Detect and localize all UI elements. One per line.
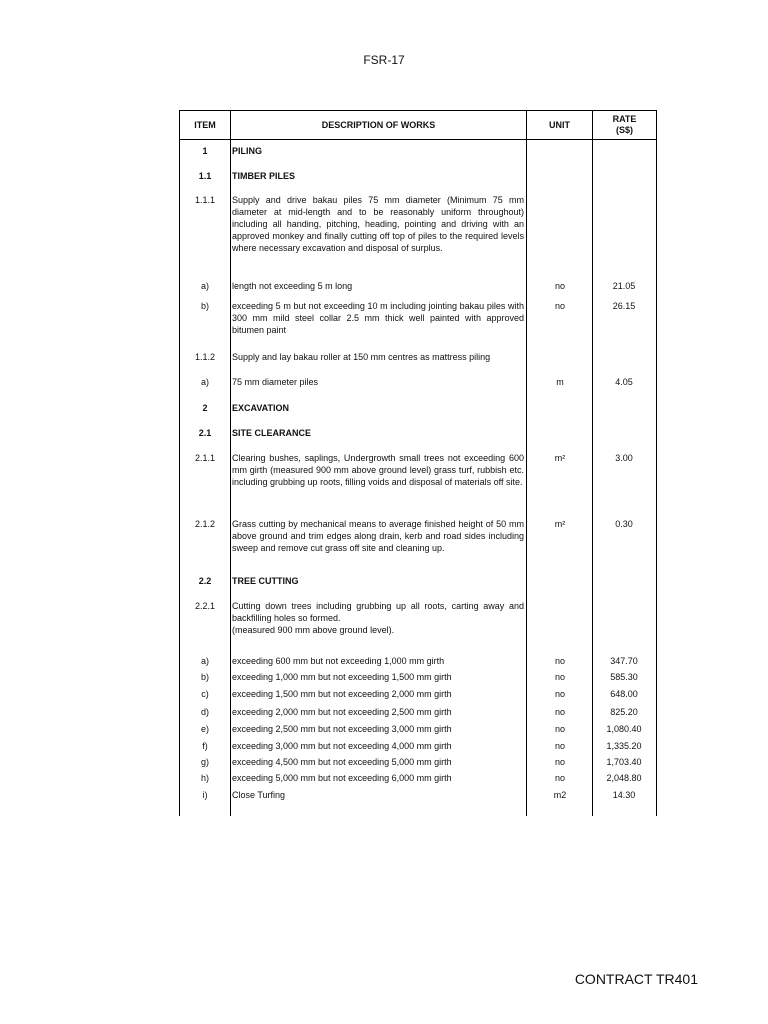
row-unit: m² (554, 453, 566, 463)
row-item: 1.1.2 (194, 352, 216, 362)
row-rate: 1,335.20 (606, 741, 642, 751)
row-unit: no (554, 773, 565, 783)
row-unit: no (554, 281, 565, 291)
row-description: PILING (232, 146, 263, 156)
row-description: exceeding 3,000 mm but not exceeding 4,000 mm girth (232, 741, 452, 751)
column-divider (526, 110, 527, 816)
row-rate: 3.00 (615, 453, 633, 463)
row-item: 2.1.1 (194, 453, 216, 463)
row-unit: no (554, 672, 565, 682)
row-description: Clearing bushes, saplings, Undergrowth small trees not exceeding 600 mm girth (measured 900 mm above ground level) grass turf, rubbish etc. including grubbing up roots, filling voids and disposal of materials off site. (232, 453, 524, 487)
row-rate: 1,080.40 (606, 724, 642, 734)
row-description: exceeding 5 m but not exceeding 10 m including jointing bakau piles with 300 mm mild steel collar 2.5 mm thick well painted with approved bitumen paint (232, 301, 524, 335)
row-rate: 2,048.80 (606, 773, 642, 783)
row-rate: 585.30 (610, 672, 638, 682)
row-rate: 21.05 (612, 281, 636, 291)
row-item: g) (200, 757, 209, 767)
row-description: exceeding 2,500 mm but not exceeding 3,000 mm girth (232, 724, 452, 734)
row-item: f) (202, 741, 208, 751)
row-description: 75 mm diameter piles (232, 377, 319, 387)
header-rate-label: RATE (612, 114, 637, 124)
row-description: Close Turfing (232, 790, 286, 800)
row-item: c) (201, 689, 209, 699)
row-description: exceeding 4,500 mm but not exceeding 5,000 mm girth (232, 757, 452, 767)
row-unit: no (554, 656, 565, 666)
header-description: DESCRIPTION OF WORKS (321, 119, 436, 130)
row-description: exceeding 600 mm but not exceeding 1,000 mm girth (232, 656, 445, 666)
row-rate: 4.05 (615, 377, 633, 387)
row-unit: no (554, 741, 565, 751)
row-description: Supply and drive bakau piles 75 mm diameter (Minimum 75 mm diameter at mid-length and to be reasonably uniform throughout) including all handing, pitching, heading, pointing and driving with an approved monkey and finally cutting off top of piles to the required levels where necessary excavation and disposal of surplus. (232, 195, 524, 253)
row-item: 2.2.1 (194, 601, 216, 611)
row-rate: 825.20 (610, 707, 638, 717)
row-unit: m2 (553, 790, 567, 800)
row-description: exceeding 2,000 mm but not exceeding 2,500 mm girth (232, 707, 452, 717)
table-header (180, 110, 656, 140)
row-item: b) (200, 301, 209, 311)
row-description: length not exceeding 5 m long (232, 281, 353, 291)
row-unit: no (554, 301, 565, 311)
row-rate: 26.15 (612, 301, 636, 311)
row-rate: 1,703.40 (606, 757, 642, 767)
row-description: SITE CLEARANCE (232, 428, 312, 438)
header-rate-currency: (S$) (615, 125, 633, 135)
row-item: d) (200, 707, 209, 717)
row-description: exceeding 5,000 mm but not exceeding 6,000 mm girth (232, 773, 452, 783)
row-item: 1.1 (198, 171, 212, 181)
row-unit: no (554, 689, 565, 699)
row-rate: 0.30 (615, 519, 633, 529)
document-code: FSR-17 (363, 53, 405, 67)
row-description: EXCAVATION (232, 403, 290, 413)
row-item: a) (200, 377, 209, 387)
schedule-of-rates-table (179, 110, 657, 816)
row-description: TREE CUTTING (232, 576, 299, 586)
row-rate: 14.30 (612, 790, 636, 800)
header-item: ITEM (194, 119, 216, 130)
row-item: h) (200, 773, 209, 783)
row-item: 1.1.1 (194, 195, 216, 205)
row-item: 2.1 (198, 428, 212, 438)
row-description: Grass cutting by mechanical means to average finished height of 50 mm above ground and trim edges along drain, kerb and road sides including sweep and remove cut grass off site and cleaning up. (232, 519, 524, 553)
row-unit: m² (554, 519, 566, 529)
header-rate (593, 111, 656, 139)
row-item: e) (200, 724, 209, 734)
row-description: exceeding 1,000 mm but not exceeding 1,500 mm girth (232, 672, 452, 682)
row-unit: no (554, 757, 565, 767)
row-rate: 648.00 (610, 689, 638, 699)
row-description: Cutting down trees including grubbing up all roots, carting away and backfilling holes so formed. (measured 900 mm above ground level). (232, 601, 524, 635)
row-item: a) (200, 656, 209, 666)
row-unit: m (556, 377, 564, 387)
row-unit: no (554, 707, 565, 717)
row-item: a) (200, 281, 209, 291)
row-item: 2.2 (198, 576, 212, 586)
row-rate: 347.70 (610, 656, 638, 666)
row-item: i) (202, 790, 208, 800)
contract-reference: CONTRACT TR401 (574, 971, 698, 987)
row-description: TIMBER PILES (232, 171, 296, 181)
header-unit: UNIT (549, 119, 570, 130)
row-item: 1 (202, 146, 208, 156)
row-description: exceeding 1,500 mm but not exceeding 2,000 mm girth (232, 689, 452, 699)
row-unit: no (554, 724, 565, 734)
row-description: Supply and lay bakau roller at 150 mm centres as mattress piling (232, 352, 491, 362)
row-item: b) (200, 672, 209, 682)
row-item: 2.1.2 (194, 519, 216, 529)
row-item: 2 (202, 403, 208, 413)
column-divider (230, 110, 231, 816)
